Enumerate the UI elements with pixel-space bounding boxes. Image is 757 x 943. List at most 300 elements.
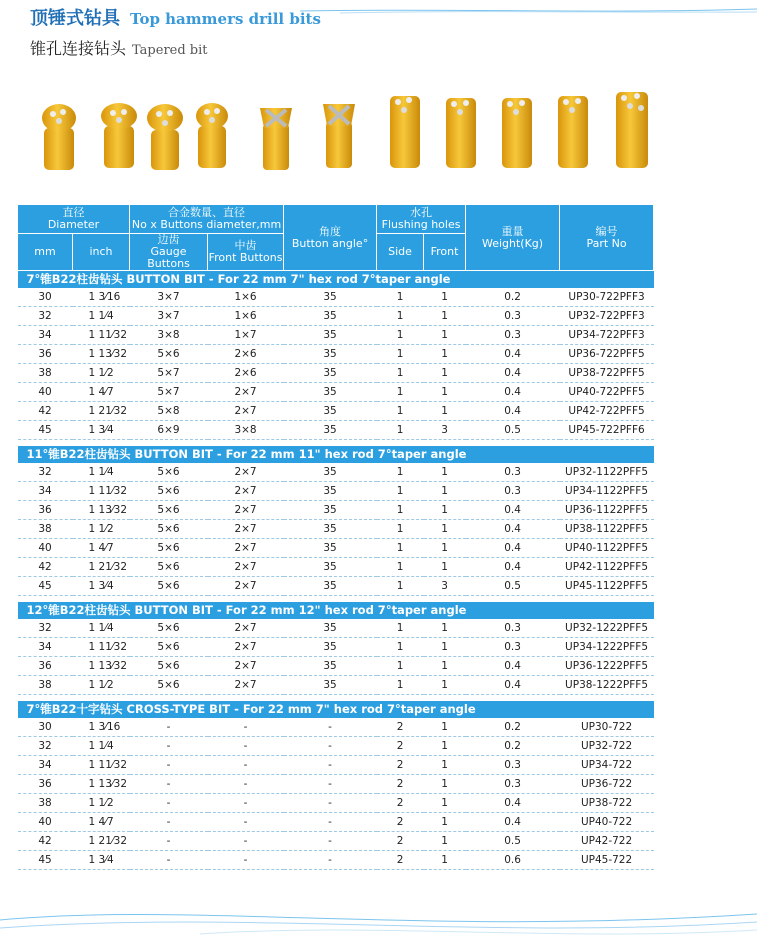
table-cell: 1 [424,558,466,577]
table-cell: 2 [377,775,424,794]
table-cell: 35 [284,482,377,501]
table-cell: 0.3 [466,307,560,326]
bit-image-4 [196,103,228,168]
table-cell: 1 [424,775,466,794]
table-cell: 2 [377,832,424,851]
col-side: Side [377,234,424,271]
table-cell: 2×7 [208,402,284,421]
table-cell: - [130,851,208,870]
table-cell: 2 [377,718,424,737]
table-cell: 5×6 [130,577,208,596]
table-cell: 35 [284,463,377,482]
table-cell: UP38-722 [560,794,654,813]
bit-image-10 [558,96,588,168]
page-title [30,4,321,30]
table-cell: 1 [424,718,466,737]
table-cell: 32 [18,619,73,638]
table-cell: 2 [377,756,424,775]
table-cell: 32 [18,737,73,756]
table-cell: 0.3 [466,482,560,501]
table-cell: 42 [18,558,73,577]
col-flushing: 水孔 Flushing holes [377,205,466,234]
table-cell: 35 [284,558,377,577]
table-cell: 32 [18,463,73,482]
table-cell: - [130,718,208,737]
table-cell: 1 [424,345,466,364]
table-cell: 45 [18,851,73,870]
table-cell: 1 [424,482,466,501]
table-cell: UP36-1222PFF5 [560,657,654,676]
section-header [18,271,654,289]
subtitle-cn: 锥孔连接钻头 [30,39,127,58]
table-cell: - [208,794,284,813]
table-cell: - [284,794,377,813]
table-cell: 1 1⁄4 [73,619,130,638]
table-cell: 3 [424,577,466,596]
table-cell: 38 [18,520,73,539]
table-cell: - [208,718,284,737]
table-cell: 34 [18,482,73,501]
title-cn: 顶锤式钻具 [30,8,120,29]
col-buttons: 合金数量、直径 No x Buttons diameter,mm [130,205,284,234]
table-cell: 2 [377,737,424,756]
table-cell: 1 [424,657,466,676]
bit-image-9 [502,98,532,168]
table-cell: 1×7 [208,326,284,345]
table-row [18,364,654,383]
drill-bits-photo [30,86,710,184]
table-cell: 0.4 [466,501,560,520]
table-cell: 1 [377,619,424,638]
table-row [18,421,654,440]
table-cell: - [208,813,284,832]
table-cell: 34 [18,638,73,657]
table-cell: 2 [377,851,424,870]
bit-image-5 [260,108,292,170]
table-cell: 2×7 [208,558,284,577]
table-cell: 2×7 [208,383,284,402]
table-cell: UP32-1222PFF5 [560,619,654,638]
table-cell: UP38-1122PFF5 [560,520,654,539]
table-cell: UP45-722 [560,851,654,870]
table-cell: 1 1⁄2 [73,794,130,813]
table-cell: 35 [284,326,377,345]
table-cell: 1 [424,501,466,520]
table-cell: - [284,737,377,756]
table-cell: 2×6 [208,364,284,383]
table-cell: 32 [18,307,73,326]
table-cell: 38 [18,364,73,383]
table-cell: 5×6 [130,345,208,364]
col-part: 编号 Part No [560,205,654,271]
table-row [18,638,654,657]
table-cell: 1 [377,364,424,383]
table-cell: 1 11⁄32 [73,756,130,775]
table-cell: 3×8 [130,326,208,345]
table-cell: 1 1⁄4 [73,463,130,482]
table-cell: 1 [424,638,466,657]
table-cell: 35 [284,402,377,421]
table-row [18,558,654,577]
table-cell: 1 [377,345,424,364]
table-cell: - [208,756,284,775]
bit-image-11 [616,92,648,168]
table-cell: 0.5 [466,832,560,851]
table-cell: 0.3 [466,775,560,794]
table-cell: 1 1⁄2 [73,520,130,539]
bit-image-7 [390,96,420,168]
table-cell: 35 [284,345,377,364]
table-cell: 1 [424,307,466,326]
table-cell: 1 [424,619,466,638]
table-cell: 0.2 [466,718,560,737]
table-cell: UP36-722 [560,775,654,794]
table-cell: 1 [424,326,466,345]
table-cell: 5×6 [130,539,208,558]
table-cell: 0.4 [466,383,560,402]
table-cell: 40 [18,539,73,558]
table-cell: - [208,851,284,870]
table-cell: 5×6 [130,520,208,539]
table-cell: UP34-1122PFF5 [560,482,654,501]
table-row [18,813,654,832]
table-cell: 1 [424,676,466,695]
table-cell: - [130,775,208,794]
table-cell: 1 [377,638,424,657]
table-cell: 1 [377,307,424,326]
table-cell: 1 [377,501,424,520]
table-cell: 1 21⁄32 [73,558,130,577]
table-cell: - [130,756,208,775]
table-cell: 0.5 [466,421,560,440]
table-cell: 34 [18,326,73,345]
section-title: 7°锥B22柱齿钻头 BUTTON BIT - For 22 mm 7" hex rod 7°taper angle [18,271,654,289]
footer-decoration-wave [0,900,757,943]
table-cell: 1 [377,558,424,577]
table-cell: 1 3⁄16 [73,718,130,737]
table-cell: 1 13⁄32 [73,345,130,364]
table-cell: 1 [424,794,466,813]
table-cell: - [130,794,208,813]
table-cell: UP30-722 [560,718,654,737]
table-cell: 2×7 [208,657,284,676]
col-front-buttons: 中齿 Front Buttons [208,234,284,271]
table-cell: 1 [424,364,466,383]
table-cell: 45 [18,577,73,596]
bit-image-6 [323,104,355,168]
table-row [18,775,654,794]
section-title: 11°锥B22柱齿钻头 BUTTON BIT - For 22 mm 11" hex rod 7°taper angle [18,446,654,463]
table-cell: 35 [284,577,377,596]
table-cell: 1 13⁄32 [73,501,130,520]
table-cell: 2×7 [208,638,284,657]
table-cell: 0.3 [466,756,560,775]
table-row [18,520,654,539]
table-cell: 45 [18,421,73,440]
table-cell: 1 4⁄7 [73,383,130,402]
table-cell: 1 [377,383,424,402]
table-cell: 30 [18,288,73,307]
table-cell: - [208,832,284,851]
table-cell: 0.4 [466,558,560,577]
table-cell: UP36-722PFF5 [560,345,654,364]
table-cell: 0.3 [466,619,560,638]
table-cell: - [284,775,377,794]
table-cell: 0.3 [466,326,560,345]
table-cell: 1 [424,756,466,775]
table-cell: - [130,737,208,756]
table-cell: - [284,813,377,832]
table-cell: UP30-722PFF3 [560,288,654,307]
col-mm: mm [18,234,73,271]
table-cell: 40 [18,813,73,832]
table-cell: 5×6 [130,482,208,501]
table-row [18,326,654,345]
table-cell: 40 [18,383,73,402]
table-cell: 35 [284,638,377,657]
table-cell: 42 [18,402,73,421]
table-row [18,737,654,756]
table-cell: 1 [377,657,424,676]
table-cell: 35 [284,520,377,539]
table-cell: UP40-722 [560,813,654,832]
table-cell: 38 [18,676,73,695]
table-cell: 0.4 [466,794,560,813]
table-cell: 1 11⁄32 [73,638,130,657]
table-cell: 1 3⁄4 [73,577,130,596]
table-cell: UP32-722 [560,737,654,756]
table-cell: 1 [424,383,466,402]
table-cell: - [130,832,208,851]
table-row [18,619,654,638]
table-cell: 1 11⁄32 [73,482,130,501]
table-cell: 36 [18,775,73,794]
table-row [18,482,654,501]
table-cell: UP38-1222PFF5 [560,676,654,695]
table-cell: 35 [284,619,377,638]
table-row [18,851,654,870]
bit-image-1 [42,104,76,170]
table-cell: 0.4 [466,402,560,421]
table-cell: UP38-722PFF5 [560,364,654,383]
table-cell: 3 [424,421,466,440]
table-cell: 5×6 [130,676,208,695]
table-cell: 2 [377,813,424,832]
table-cell: 3×8 [208,421,284,440]
table-cell: 2×7 [208,577,284,596]
table-cell: 1 [424,288,466,307]
table-cell: 1 [377,421,424,440]
section-header [18,602,654,619]
table-cell: UP32-1122PFF5 [560,463,654,482]
table-cell: 36 [18,501,73,520]
table-cell: 0.2 [466,737,560,756]
table-cell: UP42-722PFF5 [560,402,654,421]
table-cell: 1 [377,539,424,558]
table-cell: UP36-1122PFF5 [560,501,654,520]
table-cell: UP42-722 [560,832,654,851]
table-row [18,756,654,775]
col-weight: 重量 Weight(Kg) [466,205,560,271]
table-row [18,402,654,421]
table-cell: UP40-722PFF5 [560,383,654,402]
table-cell: 0.3 [466,638,560,657]
table-cell: 2 [377,794,424,813]
table-cell: - [208,775,284,794]
table-cell: UP34-722 [560,756,654,775]
table-cell: - [284,718,377,737]
table-cell: 0.4 [466,676,560,695]
table-cell: 5×7 [130,364,208,383]
table-cell: 2×7 [208,676,284,695]
table-cell: 5×7 [130,383,208,402]
bit-image-2 [101,103,137,168]
bit-image-8 [446,98,476,168]
table-cell: 1 1⁄4 [73,737,130,756]
table-cell: 1×6 [208,307,284,326]
header-decoration-line [300,6,757,14]
table-cell: 1 21⁄32 [73,832,130,851]
table-cell: 0.2 [466,288,560,307]
table-row [18,832,654,851]
table-cell: 0.4 [466,813,560,832]
table-cell: 1 13⁄32 [73,657,130,676]
table-cell: 1 [377,577,424,596]
table-cell: UP34-722PFF3 [560,326,654,345]
table-cell: 1 21⁄32 [73,402,130,421]
table-row [18,794,654,813]
table-cell: 6×9 [130,421,208,440]
table-cell: 5×6 [130,657,208,676]
table-cell: 1 [377,520,424,539]
table-cell: 1 3⁄4 [73,851,130,870]
table-cell: 1 [424,851,466,870]
table-row [18,307,654,326]
section-title: 7°锥B22十字钻头 CROSS-TYPE BIT - For 22 mm 7" hex rod 7°taper angle [18,701,654,718]
table-cell: UP45-722PFF6 [560,421,654,440]
subtitle-en: Tapered bit [132,43,208,58]
table-cell: 1 [377,288,424,307]
table-cell: 3×7 [130,288,208,307]
bit-image-3 [147,104,183,170]
title-en: Top hammers drill bits [130,10,321,28]
table-cell: 34 [18,756,73,775]
col-angle: 角度 Button angle° [284,205,377,271]
table-cell: 0.4 [466,539,560,558]
table-row [18,539,654,558]
table-cell: 1 [424,813,466,832]
table-cell: 1 11⁄32 [73,326,130,345]
table-cell: 2×7 [208,501,284,520]
table-cell: - [284,832,377,851]
table-cell: 1 13⁄32 [73,775,130,794]
table-row [18,288,654,307]
table-cell: 2×7 [208,619,284,638]
table-row [18,657,654,676]
table-cell: 2×7 [208,539,284,558]
table-cell: 1 4⁄7 [73,539,130,558]
table-cell: 1 [377,402,424,421]
table-cell: 5×8 [130,402,208,421]
table-cell: UP34-1222PFF5 [560,638,654,657]
table-cell: - [284,851,377,870]
table-row [18,676,654,695]
table-cell: 1×6 [208,288,284,307]
table-cell: 2×7 [208,482,284,501]
product-table [17,204,654,870]
table-cell: 1 [424,539,466,558]
table-cell: - [208,737,284,756]
col-inch: inch [73,234,130,271]
section-header [18,446,654,463]
table-cell: 1 4⁄7 [73,813,130,832]
table-row [18,345,654,364]
table-cell: 5×6 [130,638,208,657]
table-cell: 35 [284,657,377,676]
table-cell: 35 [284,383,377,402]
table-cell: 35 [284,364,377,383]
table-cell: UP32-722PFF3 [560,307,654,326]
table-cell: 0.4 [466,345,560,364]
table-cell: 1 3⁄16 [73,288,130,307]
table-cell: UP42-1122PFF5 [560,558,654,577]
table-cell: 35 [284,501,377,520]
table-cell: UP40-1122PFF5 [560,539,654,558]
table-cell: 1 [424,832,466,851]
table-cell: - [284,756,377,775]
table-cell: 1 [424,402,466,421]
table-cell: 38 [18,794,73,813]
table-cell: 3×7 [130,307,208,326]
table-cell: 5×6 [130,558,208,577]
table-cell: 2×7 [208,520,284,539]
table-cell: 35 [284,307,377,326]
col-gauge: 边齿 Gauge Buttons [130,234,208,271]
table-cell: 1 [424,520,466,539]
table-cell: 1 [377,463,424,482]
table-cell: 5×6 [130,501,208,520]
col-front: Front [424,234,466,271]
table-cell: 35 [284,421,377,440]
table-cell: 36 [18,657,73,676]
table-cell: 35 [284,288,377,307]
table-cell: 5×6 [130,463,208,482]
table-cell: 35 [284,539,377,558]
table-cell: UP45-1122PFF5 [560,577,654,596]
table-cell: 2×6 [208,345,284,364]
table-row [18,501,654,520]
table-row [18,383,654,402]
table-cell: 35 [284,676,377,695]
table-cell: 1 [377,326,424,345]
table-row [18,577,654,596]
table-cell: 0.5 [466,577,560,596]
table-row [18,718,654,737]
section-header [18,701,654,718]
col-diameter: 直径 Diameter [18,205,130,234]
table-cell: 1 1⁄2 [73,364,130,383]
table-cell: 42 [18,832,73,851]
table-cell: 1 [377,482,424,501]
table-cell: 36 [18,345,73,364]
table-cell: 1 1⁄4 [73,307,130,326]
table-cell: 1 [424,737,466,756]
table-cell: 1 [424,463,466,482]
table-cell: 0.4 [466,520,560,539]
table-cell: 5×6 [130,619,208,638]
table-cell: 0.4 [466,364,560,383]
table-row [18,463,654,482]
